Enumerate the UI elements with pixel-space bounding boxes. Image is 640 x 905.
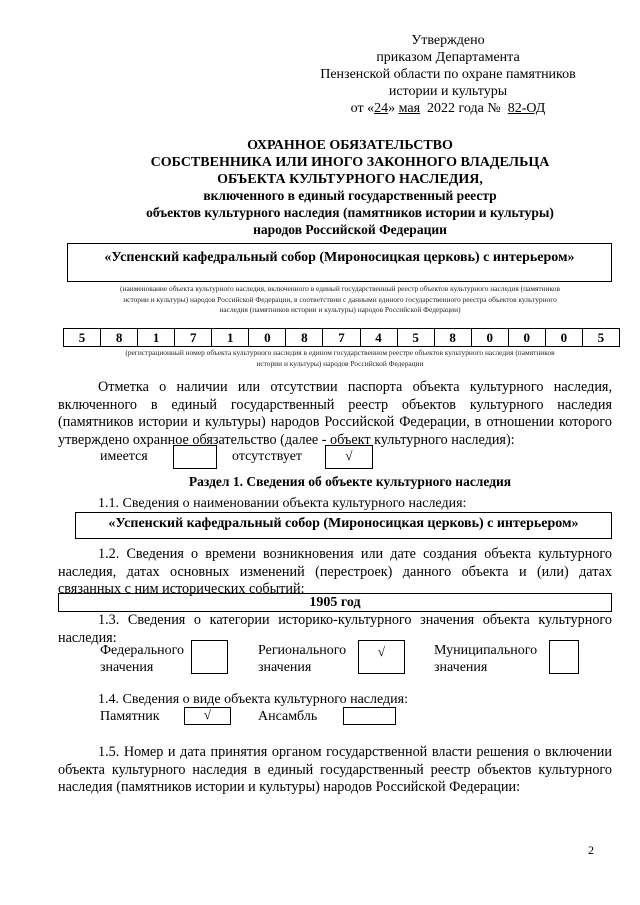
category-regional-checkbox[interactable]: √	[358, 640, 405, 674]
option-label: значения	[258, 660, 312, 675]
option-label: Регионального	[258, 643, 347, 658]
option-label: значения	[434, 660, 488, 675]
approval-line: приказом Департамента	[376, 50, 520, 65]
s1-1-label: 1.1. Сведения о наименовании объекта культурного наследия:	[98, 496, 467, 511]
document-title	[60, 138, 640, 239]
category-municipal-checkbox[interactable]	[549, 640, 579, 674]
reg-digit: 4	[361, 329, 398, 346]
type-ensemble-label: Ансамбль	[258, 709, 318, 724]
object-name-box	[67, 243, 612, 282]
s1-1-value: «Успенский кафедральный собор (Мироносицкая церковь) с интерьером»	[108, 516, 579, 531]
title-line: ОБЪЕКТА КУЛЬТУРНОГО НАСЛЕДИЯ,	[217, 171, 483, 187]
category-federal	[100, 642, 184, 676]
passport-has-checkbox[interactable]	[173, 445, 217, 469]
date-day: 24	[374, 101, 389, 116]
date-month: мая	[398, 101, 421, 116]
approval-block	[300, 32, 596, 117]
date-prefix: от «	[350, 101, 375, 116]
reg-digit: 0	[509, 329, 546, 346]
date-year: 2022 года №	[420, 101, 508, 116]
reg-digit: 7	[175, 329, 212, 346]
type-monument-label: Памятник	[100, 709, 160, 724]
reg-digit: 8	[286, 329, 323, 346]
page-number: 2	[588, 843, 594, 857]
approval-line: Пензенской области по охране памятников	[320, 67, 576, 82]
s1-4-label: 1.4. Сведения о виде объекта культурного наследия:	[98, 692, 408, 707]
category-federal-checkbox[interactable]	[191, 640, 228, 674]
order-number: 82-ОД	[507, 101, 546, 116]
category-municipal	[434, 642, 537, 676]
s1-3-label: 1.3. Сведения о категории историко-культурного значения объекта культурного наследия:	[58, 612, 612, 646]
title-line: ОХРАННОЕ ОБЯЗАТЕЛЬСТВО	[247, 138, 453, 153]
reg-digit: 1	[212, 329, 249, 346]
title-line: объектов культурного наследия (памятников истории и культуры)	[146, 205, 554, 221]
reg-digit: 0	[249, 329, 286, 346]
reg-digit: 0	[472, 329, 509, 346]
title-line: включенного в единый государственный реестр	[203, 188, 497, 204]
option-label: Федерального	[100, 643, 185, 658]
s1-2-label: 1.2. Сведения о времени возникновения или дате создания объекта культурного наследия, датах основных изменений (перестроек) данного объекта и (или) датах связанных с ним исторических событий:	[58, 546, 612, 597]
type-monument-checkbox[interactable]: √	[184, 707, 231, 725]
caption-line: (наименование объекта культурного наследия, включенного в единый государственный реестр объектов культурного наследия (памятников	[120, 284, 560, 293]
caption-line: наследия (памятников истории и культуры) народов Российской Федерации)	[219, 305, 461, 314]
passport-absent-label: отсутствует	[232, 449, 303, 464]
approval-line: Утверждено	[411, 33, 485, 48]
date-mid: »	[388, 101, 399, 116]
caption-line: истории и культуры) народов Российской Федерации, в соответствии с данными единого государственного реестра объектов культурного	[123, 294, 557, 304]
registration-caption	[60, 348, 620, 369]
section-heading: Раздел 1. Сведения об объекте культурного наследия	[188, 474, 512, 489]
s1-2-value-box	[58, 593, 612, 612]
reg-digit: 5	[64, 329, 101, 346]
reg-digit: 8	[435, 329, 472, 346]
approval-date	[300, 100, 596, 117]
caption-line: истории и культуры) народов Российской Федерации	[256, 358, 424, 368]
category-regional	[258, 642, 346, 676]
reg-digit: 8	[101, 329, 138, 346]
reg-digit: 0	[546, 329, 583, 346]
approval-line: истории и культуры	[388, 84, 508, 99]
object-name-caption	[60, 284, 620, 316]
option-label: значения	[100, 660, 154, 675]
passport-absent-checkbox[interactable]: √	[325, 445, 373, 469]
title-line: СОБСТВЕННИКА ИЛИ ИНОГО ЗАКОННОГО ВЛАДЕЛЬЦА	[150, 154, 550, 170]
option-label: Муниципального	[434, 643, 538, 658]
reg-digit: 1	[138, 329, 175, 346]
reg-digit: 5	[398, 329, 435, 346]
caption-line: (регистрационный номер объекта культурного наследия в едином государственном реестре объектов культурного наследия (памятников	[125, 348, 555, 357]
type-ensemble-checkbox[interactable]	[343, 707, 396, 725]
registration-number	[63, 328, 620, 347]
s1-1-value-box	[75, 512, 612, 539]
object-name: «Успенский кафедральный собор (Мироносицкая церковь) с интерьером»	[104, 250, 575, 265]
title-line: народов Российской Федерации	[253, 221, 447, 237]
reg-digit: 5	[597, 330, 605, 345]
s1-2-value: 1905 год	[309, 595, 361, 610]
passport-has-label: имеется	[100, 449, 148, 464]
s1-5-label: 1.5. Номер и дата принятия органом государственной власти решения о включении объекта культурного наследия в единый государственный реестр объектов культурного наследия (памятников истории и культуры) народов Российской Федерации:	[58, 744, 612, 795]
passport-text: Отметка о наличии или отсутствии паспорта объекта культурного наследия, включенного в единый государственный реестр объектов культурного наследия (памятников истории и культуры) народов Российской Федерации, в отношении которого утверждено охранное обязательство (далее - объект культурного наследия):	[58, 379, 612, 448]
reg-digit: 7	[323, 329, 360, 346]
